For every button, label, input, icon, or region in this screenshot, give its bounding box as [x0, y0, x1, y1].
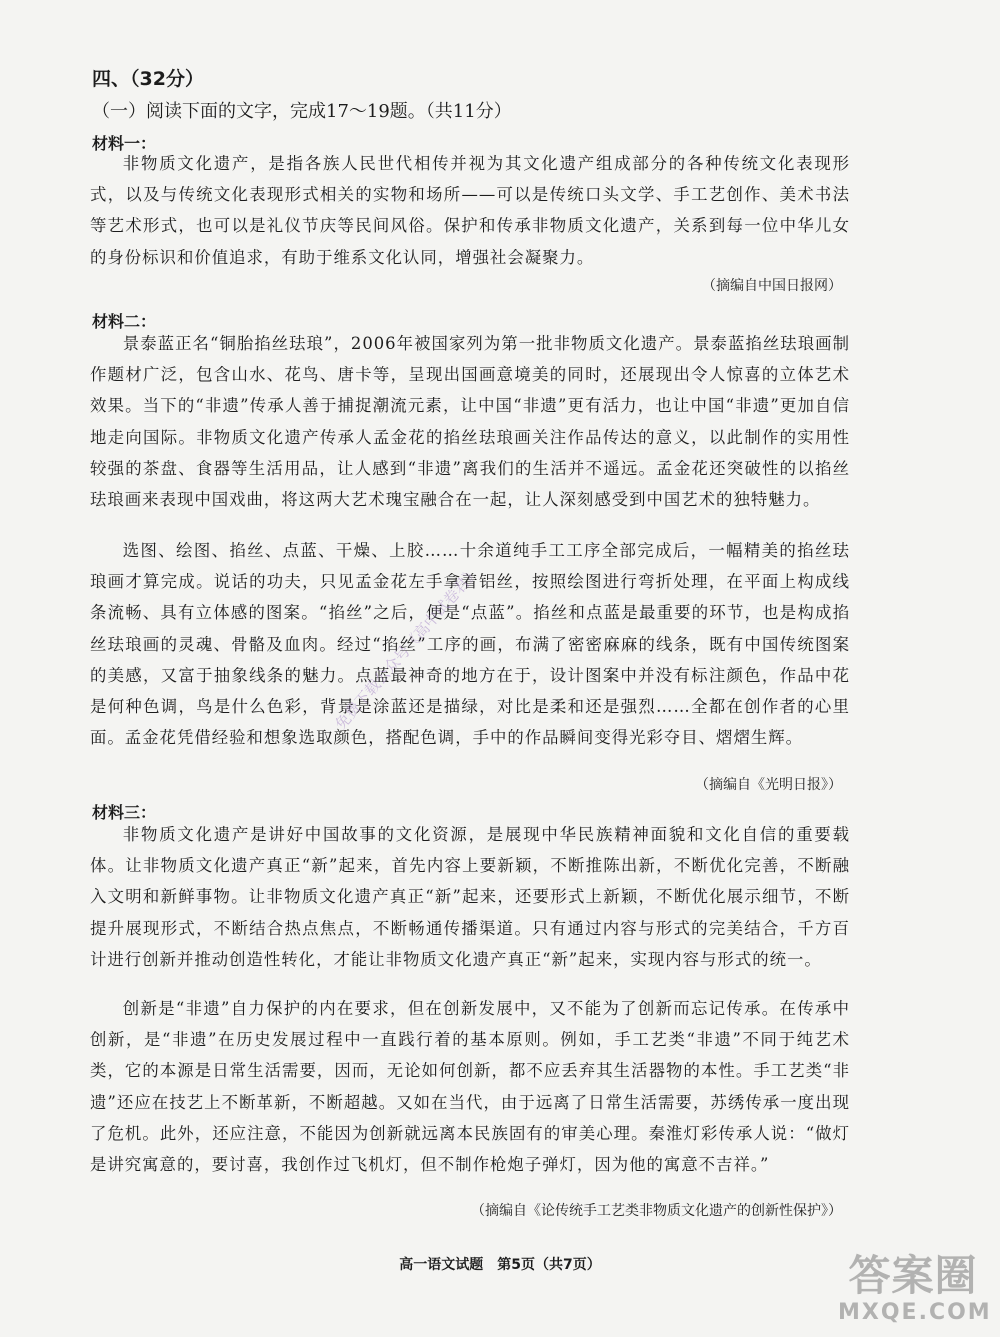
material-2-source: （摘编自《光明日报》） — [695, 777, 842, 793]
page-footer: 高一语文试题 第5页（共7页） — [399, 1257, 601, 1273]
material-3-title: 材料三： — [92, 803, 157, 822]
material-2-paragraph-2: 选图、绘图、掐丝、点蓝、干燥、上胶……十余道纯手工工序全部完成后，一幅精美的掐丝珐琅画才算完成。说话的功夫，只见孟金花左手拿着铝丝，按照绘图进行弯折处理，在平面上构成线条流畅、具有立体感的图案。“掐丝”之后，便是“点蓝”。掐丝和点蓝是最重要的环节，也是构成掐丝珐琅画的灵魂、骨骼及血肉。经过“掐丝”工序的画，布满了密密麻麻的线条，既有中国传统图案的美感，又富于抽象线条的魅力。点蓝最神奇的地方在于，设计图案中并没有标注颜色，作品中花是何种色调，鸟是什么色彩，背景是涂蓝还是描绿，对比是柔和还是强烈……全都在创作者的心里面。孟金花凭借经验和想象选取颜色，搭配色调，手中的作品瞬间变得光彩夺目、熠熠生辉。 — [90, 541, 850, 748]
logo-main-text: 答案圈 — [848, 1251, 978, 1300]
material-1-paragraph-1: 非物质文化遗产，是指各族人民世代相传并视为其文化遗产组成部分的各种传统文化表现形式，以及与传统文化表现形式相关的实物和场所——可以是传统口头文学、手工艺创作、美术书法等艺术形式，也可以是礼仪节庆等民间风俗。保护和传承非物质文化遗产，关系到每一位中华儿女的身份标识和价值追求，有助于维系文化认同，增强社会凝聚力。 — [90, 154, 850, 267]
material-3-paragraph-2: 创新是“非遗”自力保护的内在要求，但在创新发展中，又不能为了创新而忘记传承。在传承中创新，是“非遗”在历史发展过程中一直践行着的基本原则。例如，手工艺类“非遗”不同于纯艺术类，它的本源是日常生活需要，因而，无论如何创新，都不应丢弃其生活器物的本性。手工艺类“非遗”还应在技艺上不断革新，不断超越。又如在当代，由于远离了日常生活需要，苏绣传承一度出现了危机。此外，还应注意，不能因为创新就远离本民族固有的审美心理。秦淮灯彩传承人说：“做灯是讲究寓意的，要讨喜，我创作过飞机灯，但不制作枪炮子弹灯，因为他的寓意不吉祥。” — [90, 999, 850, 1175]
watermark-text: 免费下载公众号《高中试卷君》 — [331, 562, 483, 734]
material-2-paragraph-1: 景泰蓝正名“铜胎掐丝珐琅”，2006年被国家列为第一批非物质文化遗产。景泰蓝掐丝珐琅画制作题材广泛，包含山水、花鸟、唐卡等，呈现出国画意境美的同时，还展现出令人惊喜的立体艺术效果。当下的“非遗”传承人善于捕捉潮流元素，让中国“非遗”更有活力，也让中国“非遗”更加自信地走向国际。非物质文化遗产传承人孟金花的掐丝珐琅画关注作品传达的意义，以此制作的实用性较强的茶盘、食器等生活用品，让人感到“非遗”离我们的生活并不遥远。孟金花还突破性的以掐丝珐琅画来表现中国戏曲，将这两大艺术瑰宝融合在一起，让人深刻感受到中国艺术的独特魅力。 — [90, 334, 850, 510]
answer-site-logo — [838, 1251, 992, 1331]
reading-instruction: （一）阅读下面的文字，完成17～19题。（共11分） — [92, 101, 512, 122]
material-2-title: 材料二： — [92, 312, 157, 331]
material-1-source: （摘编自中国日报网） — [702, 278, 842, 294]
material-1-title: 材料一： — [92, 134, 157, 153]
material-3-source: （摘编自《论传统手工艺类非物质文化遗产的创新性保护》） — [471, 1203, 842, 1219]
material-3-paragraph-1: 非物质文化遗产是讲好中国故事的文化资源，是展现中华民族精神面貌和文化自信的重要载体。让非物质文化遗产真正“新”起来，首先内容上要新颖，不断推陈出新，不断优化完善，不断融入文明和新鲜事物。让非物质文化遗产真正“新”起来，还要形式上新颖，不断优化展示细节，不断提升展现形式，不断结合热点焦点，不断畅通传播渠道。只有通过内容与形式的完美结合，千方百计进行创新并推动创造性转化，才能让非物质文化遗产真正“新”起来，实现内容与形式的统一。 — [90, 825, 850, 969]
logo-sub-text: MXQE.COM — [838, 1300, 992, 1325]
section-heading: 四、（32分） — [92, 68, 204, 90]
